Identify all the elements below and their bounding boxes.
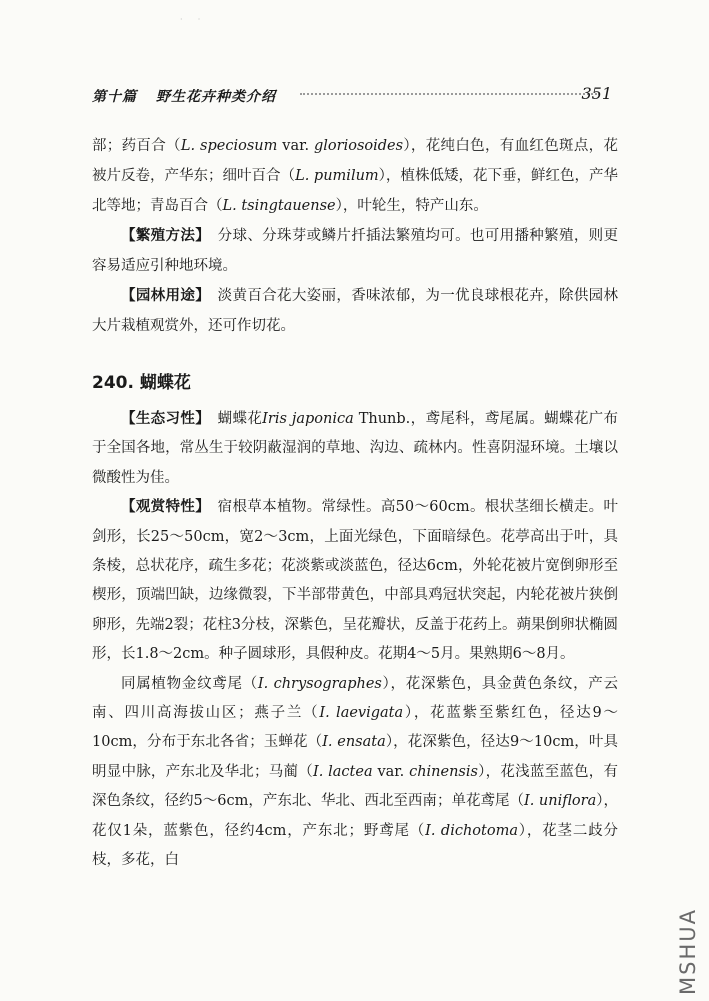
watermark-text: MSHUA bbox=[676, 908, 700, 995]
landscape-use-paragraph: 【园林用途】 淡黄百合花大姿丽，香味浓郁，为一优良球根花卉，除供园林大片栽植观赏外，还可作切花。 bbox=[92, 288, 618, 334]
section-number: 240. bbox=[92, 373, 134, 393]
lower-text-block bbox=[92, 405, 618, 876]
propagation-paragraph: 【繁殖方法】 分球、分珠芽或鳞片扦插法繁殖均可。也可用播种繁殖，则更容易适应引种地环境。 bbox=[92, 228, 618, 274]
header-part: 第十篇 bbox=[92, 89, 137, 105]
propagation-label: 【繁殖方法】 bbox=[121, 228, 203, 244]
header-dotted-rule bbox=[300, 93, 600, 95]
ornamental-label: 【观赏特性】 bbox=[121, 499, 203, 516]
landscape-use-label: 【园林用途】 bbox=[121, 288, 203, 304]
related-species-paragraph: 同属植物金纹鸢尾（I. chrysographes），花深紫色，具金黄色条纹，产云南、四川高海拔山区；燕子兰（I. laevigata），花蓝紫至紫红色，径达9～10cm，分布于东北各省；玉蝉花（I. ensata），花深紫色，径达9～10cm，叶具明显中脉，产东北及华北；马蔺（I. lactea var. chinensis），花浅蓝至蓝色，有深色条纹，径约5～6cm，产东北、华北、西北至西南；单花鸢尾（I. uniflora），花仅1朵，蓝紫色，径约4cm，产东北；野鸢尾（I. dichotoma），花茎二歧分枝，多花，白 bbox=[92, 675, 619, 869]
section-heading bbox=[92, 368, 191, 393]
scan-specks: · · bbox=[180, 15, 201, 24]
running-header bbox=[92, 84, 612, 112]
ecology-paragraph: 【生态习性】 蝴蝶花Iris japonica Thunb.，鸢尾科，鸢尾属。蝴蝶花广布于全国各地，常丛生于较阴蔽湿润的草地、沟边、疏林内。性喜阴湿环境。土壤以微酸性为佳。 bbox=[92, 411, 619, 486]
ornamental-paragraph: 【观赏特性】 宿根草本植物。常绿性。高50～60cm。根状茎细长横走。叶剑形，长25～50cm，宽2～3cm，上面光绿色，下面暗绿色。花葶高出于叶，具条棱，总状花序，疏生多花；花淡紫或淡蓝色，径达6cm，外轮花被片宽倒卵形至楔形，顶端凹缺，边缘微裂，下半部带黄色，中部具鸡冠状突起，内轮花被片狭倒卵形，先端2裂；花柱3分枝，深紫色，呈花瓣状，反盖于花药上。蒴果倒卵状椭圆形，长1.8～2cm。种子圆球形，具假种皮。花期4～5月。果熟期6～8月。 bbox=[92, 499, 618, 663]
section-name: 蝴蝶花 bbox=[139, 373, 191, 393]
ecology-label: 【生态习性】 bbox=[121, 411, 203, 427]
upper-text-block bbox=[92, 131, 618, 341]
header-chapter-title: 野生花卉种类介绍 bbox=[156, 89, 276, 105]
continuation-paragraph: 部；药百合（L. speciosum var. gloriosoides），花纯白色，有血红色斑点，花被片反卷，产华东；细叶百合（L. pumilum），植株低矮，花下垂，鲜红色，产华北等地；青岛百合（L. tsingtauense），叶轮生，特产山东。 bbox=[92, 138, 619, 214]
page-number: 351 bbox=[581, 84, 612, 103]
